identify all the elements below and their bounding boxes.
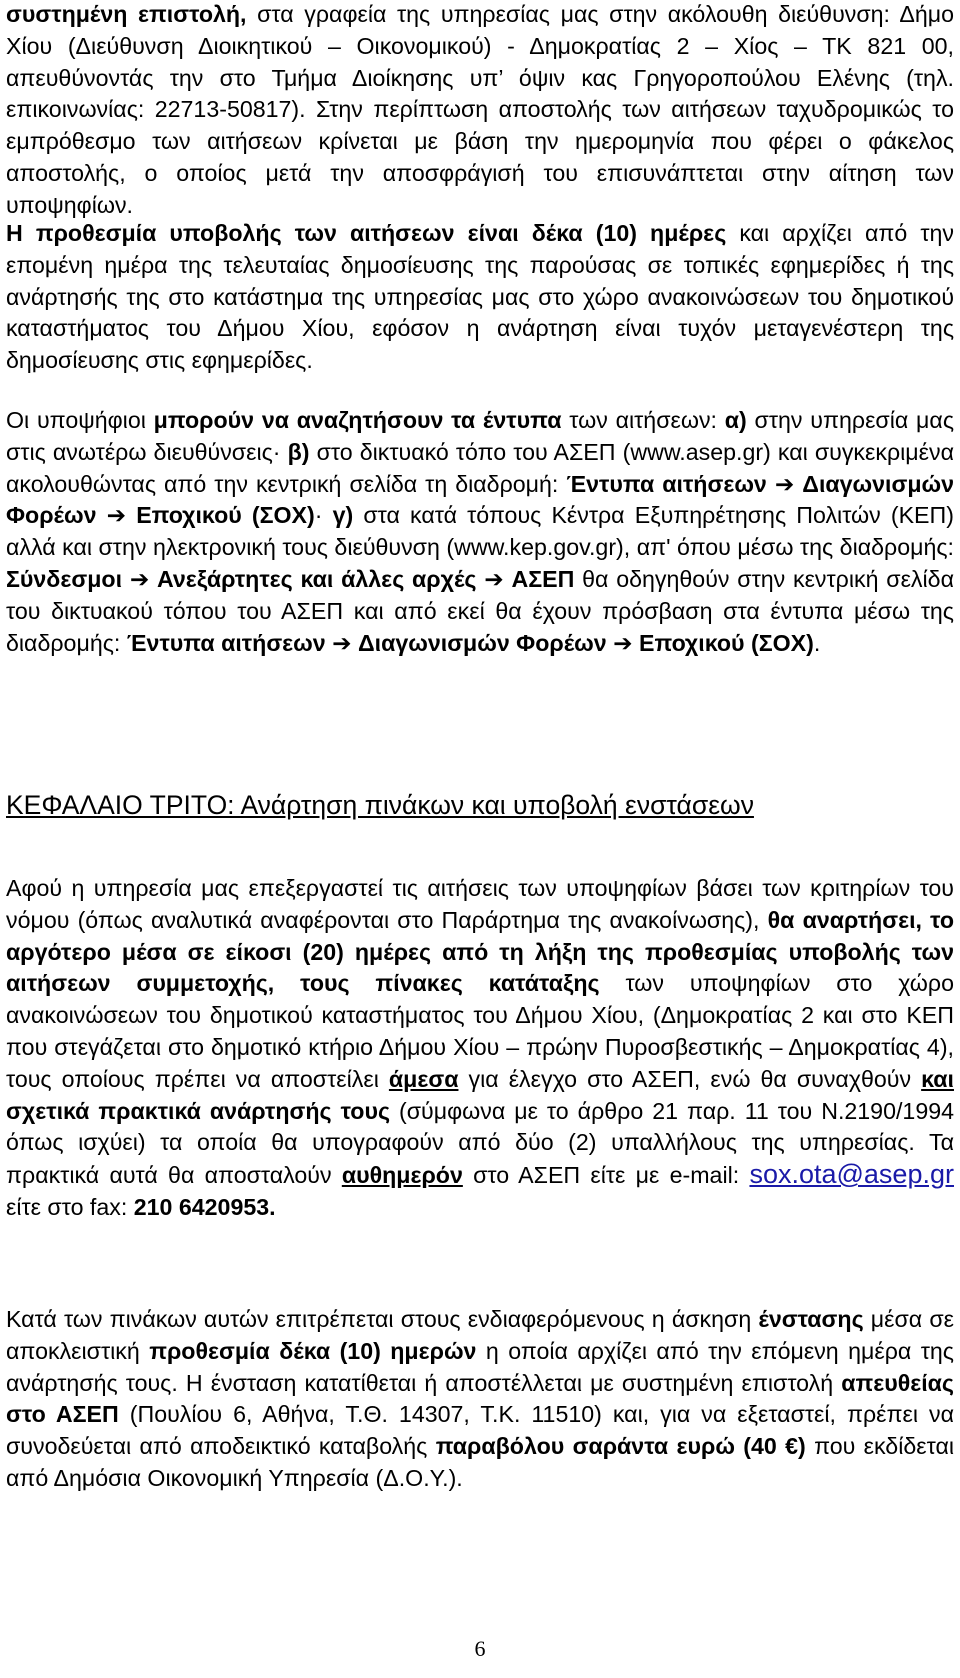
arrow-icon: ➔: [613, 629, 633, 657]
arrow-icon: ➔: [774, 470, 795, 498]
email-link[interactable]: sox.ota@asep.gr: [749, 1159, 954, 1190]
paragraph-submission-method: συστημένη επιστολή, στα γραφεία της υπηρεσίας μας στην ακόλουθη διεύθυνση: Δήμο Χίου (Διεύθυνση Διοικητικού – Οικονομικού) - Δημοκρατίας 2 – Χίος – ΤΚ 821 00, απευθύνοντάς την στο Τμήμα Διοίκησης υπ’ όψιν κας Γρηγοροπούλου Ελένης (τηλ. επικοινωνίας: 22713-50817). Στην περίπτωση αποστολής των αιτήσεων ταχυδρομικώς το εμπρόθεσμο των αιτήσεων κρίνεται με βάση την ημερομηνία που φέρει ο φάκελος αποστολής, ο οποίος μετά την αποσφράγισή του επισυνάπτεται στην αίτηση των υποψηφίων.: [6, 1, 954, 218]
paragraph-deadline: Η προθεσμία υποβολής των αιτήσεων είναι δέκα (10) ημέρες και αρχίζει από την επομένη ημέρα της τελευταίας δημοσίευσης της παρούσας σε τοπικές εφημερίδες ή της ανάρτησής της στο κατάστημα της υπηρεσίας μας στο χώρο ανακοινώσεων του δημοτικού καταστήματος του Δήμου Χίου, εφόσον η ανάρτηση είναι τυχόν μεταγενέστερη της δημοσίευσης στις εφημερίδες.: [6, 220, 954, 374]
paragraph-forms: Οι υποψήφιοι μπορούν να αναζητήσουν τα έντυπα των αιτήσεων: α) στην υπηρεσία μας στις ανωτέρω διευθύνσεις· β) στο δικτυακό τόπο του ΑΣΕΠ (www.asep.gr) και συγκεκριμένα ακολουθώντας από την κεντρική σελίδα τη διαδρομή: Έντυπα αιτήσεων ➔ Διαγωνισμών Φορέων ➔ Εποχικού (ΣΟΧ)· γ) στα κατά τόπους Κέντρα Εξυπηρέτησης Πολιτών (ΚΕΠ) αλλά και στην ηλεκτρονική τους διεύθυνση (www.kep.gov.gr), απ' όπου μέσω της διαδρομής: Σύνδεσμοι ➔ Ανεξάρτητες και άλλες αρχές ➔ ΑΣΕΠ θα οδηγηθούν στην κεντρική σελίδα του δικτυακού τόπου του ΑΣΕΠ και από εκεί θα έχουν πρόσβαση στα έντυπα μέσω της διαδρομής: Έντυπα αιτήσεων ➔ Διαγωνισμών Φορέων ➔ Εποχικού (ΣΟΧ).: [6, 407, 955, 657]
paragraph-objections: Κατά των πινάκων αυτών επιτρέπεται στους ενδιαφερόμενους η άσκηση ένστασης μέσα σε αποκλειστική προθεσμία δέκα (10) ημερών η οποία αρχίζει από την επόμενη ημέρα της ανάρτησής τους. Η ένσταση κατατίθεται ή αποστέλλεται με συστημένη επιστολή απευθείας στο ΑΣΕΠ (Πουλίου 6, Αθήνα, Τ.Θ. 14307, Τ.Κ. 11510) και, για να εξεταστεί, πρέπει να συνοδεύεται από αποδεικτικό καταβολής παραβόλου σαράντα ευρώ (40 €) που εκδίδεται από Δημόσια Οικονομική Υπηρεσία (Δ.Ο.Υ.).: [6, 1306, 954, 1491]
arrow-icon: ➔: [484, 565, 504, 593]
bold-text: συστημένη επιστολή,: [6, 1, 247, 27]
arrow-icon: ➔: [129, 565, 150, 593]
chapter-heading: ΚΕΦΑΛΑΙΟ ΤΡΙΤΟ: Ανάρτηση πινάκων και υποβολή ενστάσεων: [6, 790, 754, 820]
arrow-icon: ➔: [332, 629, 352, 657]
page-number: 6: [474, 1636, 486, 1661]
arrow-icon: ➔: [106, 502, 127, 530]
paragraph-tables-posting: Αφού η υπηρεσία μας επεξεργαστεί τις αιτήσεις των υποψηφίων βάσει των κριτηρίων του νόμου (όπως αναλυτικά αναφέρονται στο Παράρτημα της ανακοίνωσης), θα αναρτήσει, το αργότερο μέσα σε είκοσι (20) ημέρες από τη λήξη της προθεσμίας υποβολής των αιτήσεων συμμετοχής, τους πίνακες κατάταξης των υποψηφίων στο χώρο ανακοινώσεων του δημοτικού καταστήματος του Δήμου Χίου, (Δημοκρατίας 2 και στο ΚΕΠ που στεγάζεται στο δημοτικό κτήριο Δήμου Χίου – πρώην Πυροσβεστικής – Δημοκρατίας 4), τους οποίους πρέπει να αποστείλει άμεσα για έλεγχο στο ΑΣΕΠ, ενώ θα συναχθούν και σχετικά πρακτικά ανάρτησής τους (σύμφωνα με το άρθρο 21 παρ. 11 του Ν.2190/1994 όπως ισχύει) τα οποία θα υπογραφούν από δύο (2) υπαλλήλους της υπηρεσίας. Τα πρακτικά αυτά θα αποσταλούν αυθημερόν στο ΑΣΕΠ είτε με e-mail: sox.ota@asep.gr είτε στο fax: 210 6420953.: [6, 875, 954, 1220]
